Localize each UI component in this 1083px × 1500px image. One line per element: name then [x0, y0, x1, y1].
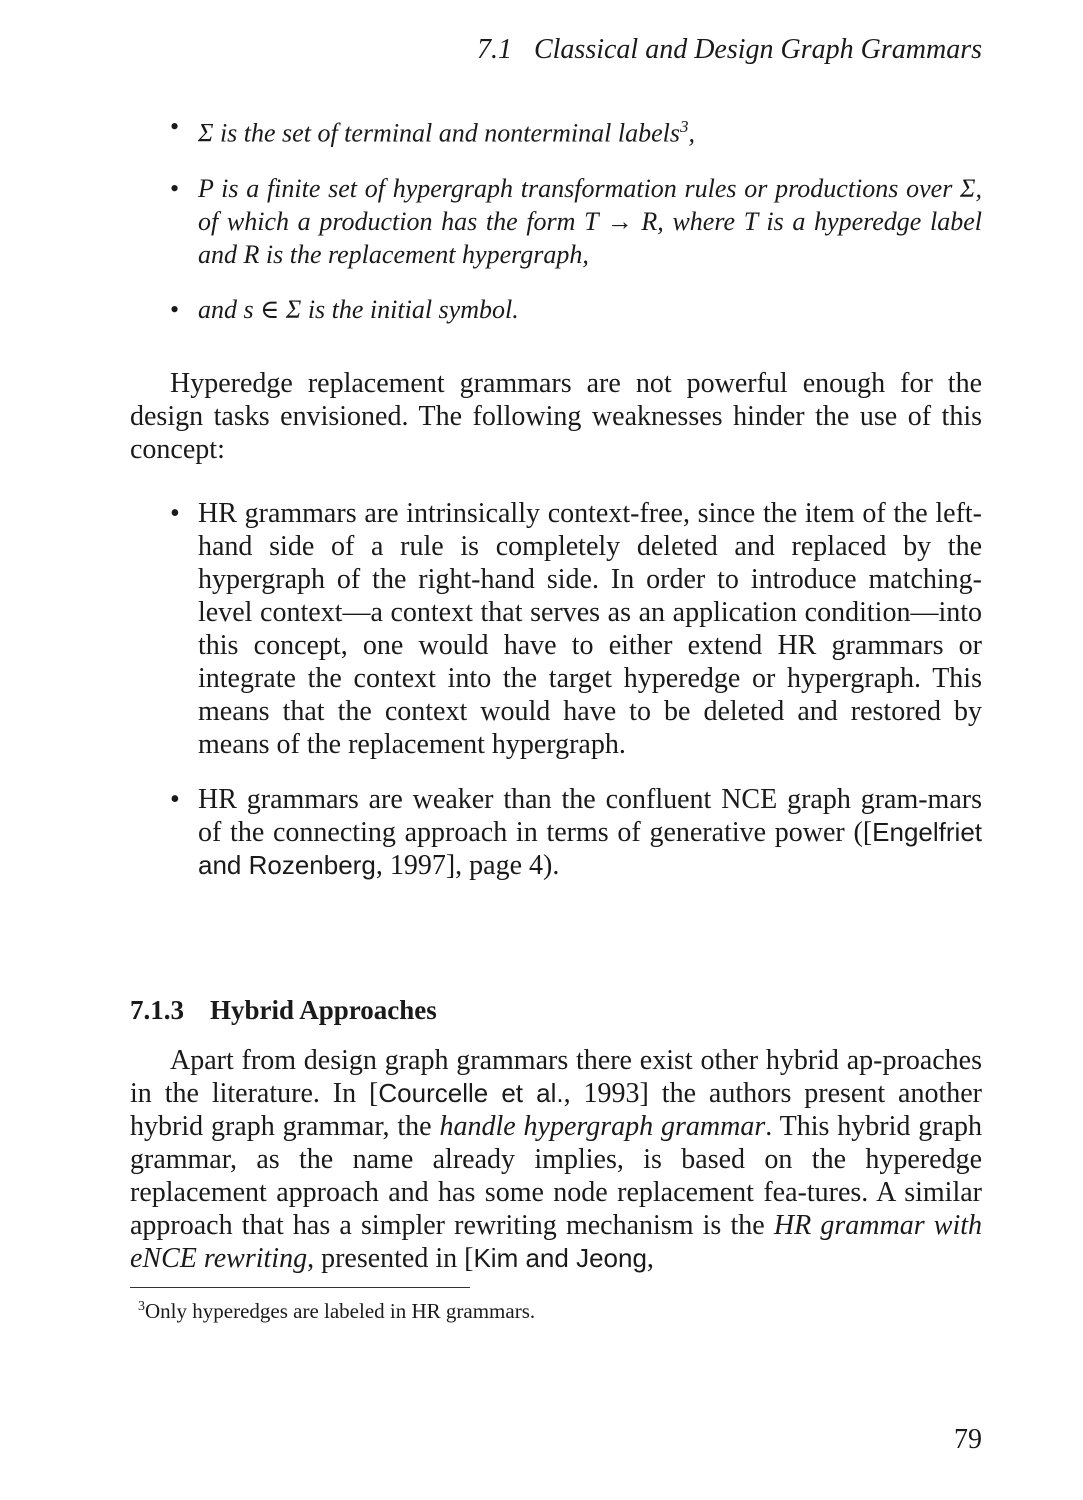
bullet-icon: •	[170, 498, 180, 529]
footnote-divider	[130, 1287, 470, 1288]
definition-item: • and s ∈ Σ is the initial symbol.	[170, 294, 519, 324]
footnote-text: Only hyperedges are labeled in HR grammars.	[145, 1299, 536, 1323]
paragraph-hybrid: Apart from design graph grammars there exist other hybrid ap-proaches in the literature. In [Courcelle et al., 1993] the authors present another hybrid graph grammar, the handle hypergraph grammar. This hybrid graph grammar, as the name already implies, is based on the hyperedge replacement approach and has some node replacement fea-tures. A similar approach that has a simpler rewriting mechanism is the HR grammar with eNCE rewriting, presented in [Kim and Jeong,	[130, 1045, 983, 1274]
bullet-icon: •	[170, 294, 180, 324]
definition-list	[130, 110, 982, 348]
page-number: 79	[954, 1424, 982, 1455]
bullet-icon: •	[170, 784, 180, 815]
footnote	[138, 1293, 535, 1325]
weakness-item: • HR grammars are intrinsically context-free, since the item of the left-hand side of a rule is completely deleted and replaced by the hypergraph of the right-hand side. In order to introduce matching-level context—a context that serves as an application condition—into this concept, one would have to either extend HR grammars or integrate the context into the target hyperedge or hypergraph. This means that the context would have to be deleted and restored by means of the replacement hypergraph.	[170, 498, 982, 760]
header-section-number: 7.1	[476, 34, 512, 65]
running-header	[0, 34, 982, 66]
section-number: 7.1.3	[130, 995, 184, 1025]
definition-item: • Σ is the set of terminal and nonterminal labels$^3$,	[170, 112, 695, 148]
definition-item: • P is a finite set of hypergraph transformation rules or productions over Σ, of which a production has the form T → R, where T is a hyperedge label and R is the replacement hypergraph,	[170, 173, 982, 269]
section-title: Hybrid Approaches	[210, 995, 437, 1025]
emphasis-term: HR grammar with eNCE rewriting	[130, 1210, 983, 1274]
section-heading	[130, 995, 437, 1026]
paragraph-weaknesses-intro: Hyperedge replacement grammars are not powerful enough for the design tasks envisioned. The following weaknesses hinder the use of this concept:	[130, 368, 982, 465]
weakness-item: • HR grammars are weaker than the confluent NCE graph gram-mars of the connecting approach in terms of generative power ([Engelfriet and Rozenberg, 1997], page 4).	[170, 784, 982, 881]
footnote-mark: 3	[138, 1299, 145, 1314]
footnote-ref[interactable]: 3	[679, 117, 689, 136]
citation-link[interactable]: Engelfriet and Rozenberg	[198, 817, 982, 880]
bullet-icon: •	[170, 112, 180, 141]
header-title: Classical and Design Graph Grammars	[533, 34, 982, 65]
weakness-list	[130, 497, 982, 904]
citation-link[interactable]: Courcelle et al.	[378, 1078, 564, 1108]
citation-link[interactable]: Kim and Jeong	[473, 1243, 647, 1273]
emphasis-term: handle hypergraph grammar	[439, 1111, 766, 1142]
bullet-icon: •	[170, 173, 180, 203]
